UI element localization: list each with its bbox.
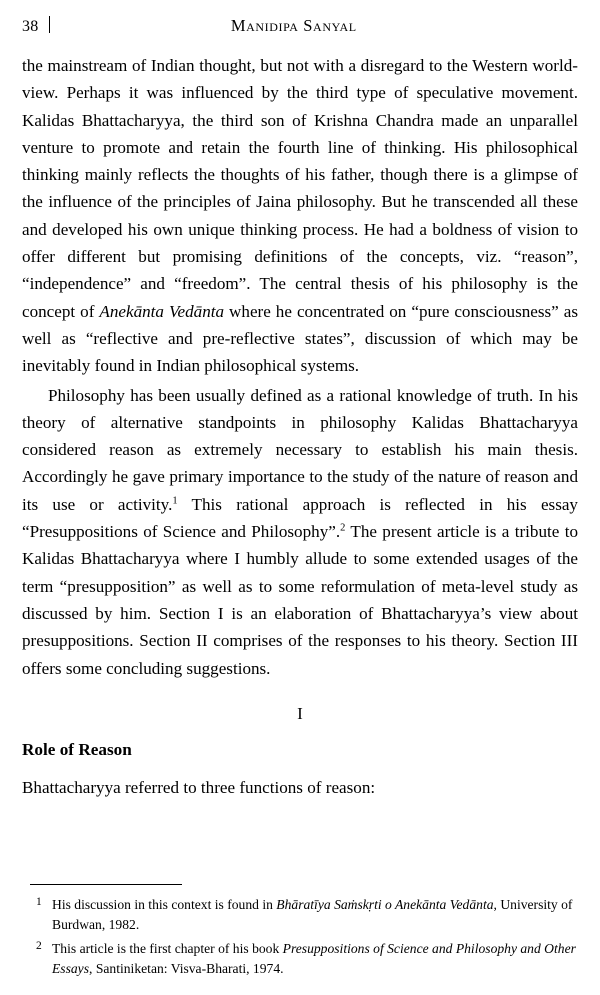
footnote-ref-2[interactable]: 2 — [340, 522, 346, 534]
paragraph-1-part-b: where he concentrated on “pure consciousness” as well as “reflective and pre-reflective states”, discussion of which may be inevitably found in Indian philosophical systems. — [22, 301, 579, 376]
footnote-separator-rule — [30, 884, 182, 885]
footnote-1-text-b: , University of Burdwan, 1982. — [52, 896, 573, 933]
footnote-1-text-a: His discussion in this context is found in — [52, 896, 277, 912]
paragraph-1 — [22, 52, 578, 380]
body-text — [22, 52, 578, 682]
footnote-2 — [22, 939, 578, 980]
footnote-1-text — [52, 895, 578, 936]
paragraph-2 — [22, 382, 578, 682]
footnote-2-marker: 2 — [36, 939, 42, 952]
running-head — [22, 14, 578, 36]
header-divider-rule — [49, 16, 50, 33]
section-lead-paragraph: Bhattacharyya referred to three functions of reason: — [22, 777, 376, 797]
paragraph-2-part-b: This rational approach is reflected in his essay “Presuppositions of Science and Philosophy”. — [22, 494, 578, 542]
footnote-ref-1[interactable]: 1 — [172, 495, 178, 507]
footnote-2-italic-title: Presuppositions of Science and Philosophy and Other Essays — [52, 940, 576, 977]
footnote-1-marker: 1 — [36, 895, 42, 908]
paragraph-1-part-a: the mainstream of Indian thought, but not with a disregard to the Western world-view. Perhaps it was influenced by the third type of speculative movement. Kalidas Bhattacharyya, the third son of Krishna Chandra made an unparallel venture to promote and retain the fourth line of thinking. His philosophical thinking mainly reflects the thoughts of his father, though there is a glimpse of the influence of the principles of Jaina philosophy. But he transcended all these and developed his own unique thinking process. He had a boldness of vision to offer different but promising definitions of the concepts, viz. “reason”, “independence” and “freedom”. The central thesis of his philosophy is the concept of — [22, 56, 578, 321]
footnote-2-text-b: , Santiniketan: Visva-Bharati, 1974. — [89, 961, 284, 977]
section-number: I — [297, 703, 303, 723]
footnote-2-text-a: This article is the first chapter of his book — [52, 940, 283, 956]
paragraph-2-part-c: The present article is a tribute to Kalidas Bhattacharyya where I humbly allude to some extended usages of the term “presupposition” as well as to some reformulation of meta-level study as discussed by him. Section I is an elaboration of Bhattacharyya’s view about presuppositions. Section II comprises of the responses to his theory. Section III offers some concluding suggestions. — [22, 522, 578, 678]
paragraph-1-italic-term: Anekānta Vedānta — [99, 301, 225, 321]
footnote-1-italic-title: Bhāratīya Saṁskṛti o Anekānta Vedānta — [276, 896, 494, 912]
running-title: Manidipa Sanyal — [230, 16, 357, 35]
section-title: Role of Reason — [22, 739, 132, 759]
paragraph-2-part-a: Philosophy has been usually defined as a rational knowledge of truth. In his theory of alternative standpoints in philosophy Kalidas Bhattacharyya considered reason as extremely necessary to establish his main thesis. Accordingly he gave primary importance to the study of the nature of reason and its use or activity. — [22, 385, 578, 514]
footnote-1 — [22, 895, 578, 936]
footnote-area — [22, 884, 578, 983]
footnote-2-text — [52, 939, 578, 980]
page-number: 38 — [22, 18, 39, 35]
